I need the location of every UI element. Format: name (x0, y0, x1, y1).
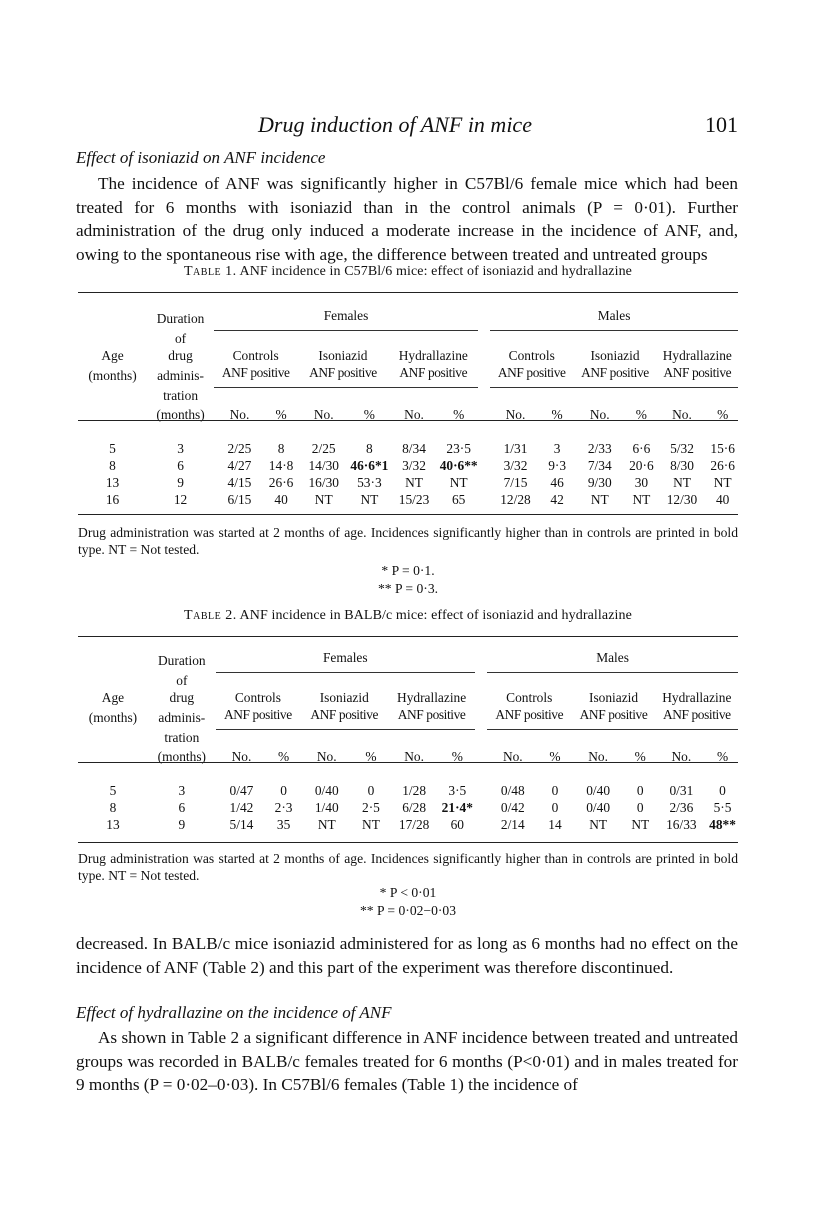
table-cell: 2/33 (587, 440, 612, 456)
anf-positive-header: ANF positive (573, 365, 656, 388)
table-cell: 20·6 (629, 457, 654, 473)
group-header: Controls (508, 348, 555, 363)
spacer-row (78, 768, 738, 782)
duration-cell: 6 (177, 457, 184, 473)
table-row (78, 799, 738, 816)
blank-cell (216, 729, 738, 746)
table2-top-rule (78, 636, 738, 637)
group-header: Hydrallazine (398, 348, 468, 363)
table-cell: 0 (719, 782, 726, 798)
table-cell: 3/32 (402, 457, 426, 473)
section-heading-isoniazid: Effect of isoniazid on ANF incidence (76, 148, 326, 167)
anf-positive-header: ANF positive (300, 707, 388, 730)
blank-cell (216, 673, 738, 690)
table-cell: 6·6 (632, 440, 651, 456)
age-cell: 5 (109, 440, 116, 456)
age-cell: 8 (109, 457, 116, 473)
table-cell: 0 (551, 782, 559, 798)
table-cell: 2/25 (227, 440, 252, 456)
table-cell: NT (631, 816, 650, 832)
no-header: No. (313, 407, 334, 422)
table1-bottom-rule (78, 514, 738, 515)
table2-note: Drug administration was started at 2 months of age. Incidences significantly higher than in controls are printed in bold type. NT = Not tested. (78, 851, 738, 883)
anf-positive-header: ANF positive (214, 365, 297, 388)
table-header-row (78, 707, 738, 730)
blank-cell (78, 331, 147, 348)
group-header: Controls (506, 690, 553, 705)
table-cell: NT (314, 491, 333, 507)
table-cell: 5/32 (670, 440, 694, 456)
no-header: No. (229, 407, 250, 422)
table-cell: NT (713, 474, 732, 490)
table2 (78, 650, 738, 833)
pct-header: % (551, 407, 563, 422)
table1-header-rule (78, 420, 738, 421)
age-cell: 16 (105, 491, 120, 507)
blank-cell (475, 650, 487, 673)
table-row (78, 474, 738, 491)
group-header: Controls (232, 348, 279, 363)
table2-caption-label: Table 2. (184, 608, 237, 623)
males-header: Males (487, 650, 738, 673)
table-header-row (78, 365, 738, 388)
anf-positive-header: ANF positive (657, 365, 738, 388)
table-row (78, 491, 738, 508)
table-cell: 7/15 (503, 474, 528, 490)
paragraph-text: decreased. In BALB/c mice isoniazid administered for as long as 6 months had no effect on the incidence of ANF (Table 2) and this part of the experiment was therefore discontinued. (76, 934, 738, 977)
table-cell: 0/40 (314, 782, 339, 798)
table-cell: NT (360, 491, 379, 507)
pct-header: % (716, 749, 729, 764)
table-header-row (78, 348, 738, 365)
duration-header: of (174, 331, 187, 346)
table-header-row (78, 746, 738, 768)
blank-cell (478, 440, 490, 457)
age-cell: 5 (109, 782, 117, 798)
duration-cell: 3 (178, 782, 186, 798)
table-row (78, 440, 738, 457)
spacer-row (78, 426, 738, 440)
table-cell: 3/32 (503, 457, 528, 473)
females-header: Females (214, 308, 478, 331)
anf-positive-header: ANF positive (297, 365, 388, 388)
table1-caption-label: Table 1. (184, 264, 237, 279)
table2-bottom-rule (78, 842, 738, 843)
table1-caption (0, 264, 816, 280)
blank-cell (78, 650, 148, 673)
table-cell: 1/40 (314, 799, 339, 815)
duration-header: (months) (156, 407, 205, 422)
anf-positive-header: ANF positive (656, 707, 738, 730)
group-header: Controls (234, 690, 281, 705)
pct-header: % (453, 407, 465, 422)
duration-cell: 12 (173, 491, 188, 507)
no-header: No. (671, 749, 692, 764)
duration-cell: 6 (178, 799, 186, 815)
table-cell: 30 (634, 474, 649, 490)
table-header-row (78, 650, 738, 673)
table-cell: 9/30 (587, 474, 612, 490)
group-header: Hydrallazine (662, 348, 732, 363)
table-cell: NT (449, 474, 468, 490)
table1-note: Drug administration was started at 2 months of age. Incidences significantly higher than in controls are printed in bold type. NT = Not tested. (78, 525, 738, 557)
table-cell: 21·4* (441, 799, 473, 815)
blank-cell (78, 426, 738, 440)
table-cell: 60 (450, 816, 464, 832)
group-header: Hydrallazine (397, 690, 467, 705)
blank-cell (78, 729, 148, 746)
running-header (0, 112, 816, 140)
age-cell: 13 (106, 816, 120, 832)
table2-caption (0, 608, 816, 624)
age-units-header: (months) (88, 709, 138, 725)
no-header: No. (672, 407, 692, 422)
table-cell: 16/33 (666, 816, 697, 832)
no-header: No. (588, 749, 608, 764)
table-cell: 0/42 (500, 799, 525, 815)
females-header: Females (216, 650, 475, 673)
table-cell: 0/40 (586, 782, 611, 798)
table-cell: 35 (276, 816, 291, 832)
table-cell: 7/34 (587, 457, 612, 473)
table1-top-rule (78, 292, 738, 293)
table-header-row (78, 404, 738, 426)
age-cell: 8 (109, 799, 117, 815)
blank-cell (78, 768, 738, 782)
table-cell: 2/14 (500, 816, 525, 832)
table-cell: 48** (709, 816, 736, 832)
section-heading-hydrallazine: Effect of hydrallazine on the incidence of ANF (76, 1003, 392, 1022)
pct-header: % (717, 407, 729, 422)
table-cell: 9·3 (548, 457, 567, 473)
paragraph-text: The incidence of ANF was significantly higher in C57Bl/6 female mice which had been treated for 6 months with isoniazid than in the control animals (P = 0·01). Further administration of the drug only induced a moderate increase in the incidence of ANF, and, owing to the spontaneous rise with age, the difference between treated and untreated groups (76, 174, 738, 264)
age-header: Age (101, 690, 125, 705)
table-header-row (78, 673, 738, 690)
table-cell: 5·5 (713, 799, 732, 815)
pct-header: % (634, 749, 646, 764)
table-cell: 15·6 (710, 440, 735, 456)
table-row (78, 816, 738, 833)
duration-cell: 3 (177, 440, 184, 456)
table-cell: 40 (274, 491, 288, 507)
paragraph-hydrallazine (76, 1026, 738, 1097)
duration-header: drug (169, 690, 195, 705)
blank-cell (478, 491, 490, 508)
table-cell: 5/14 (229, 816, 254, 832)
blank-cell (475, 799, 487, 816)
table-cell: NT (317, 816, 336, 832)
table-cell: 6/28 (402, 799, 427, 815)
blank-cell (475, 782, 487, 799)
table-cell: 40 (715, 491, 730, 507)
group-header: Isoniazid (588, 690, 639, 705)
blank-cell (475, 690, 487, 707)
blank-cell (478, 365, 490, 388)
age-cell: 13 (105, 474, 120, 490)
blank-cell (78, 387, 147, 404)
table-cell: 8 (366, 440, 373, 456)
pct-header: % (278, 749, 290, 764)
table-cell: 3 (553, 440, 561, 456)
blank-cell (478, 348, 490, 365)
table-cell: 17/28 (398, 816, 430, 832)
paragraph-continued (76, 932, 738, 979)
table-cell: NT (590, 491, 609, 507)
pct-header: % (549, 749, 561, 764)
duration-header: Duration (156, 311, 205, 327)
table-cell: 12/28 (500, 491, 531, 507)
anf-positive-header: ANF positive (490, 365, 573, 388)
table-cell: 26·6 (710, 457, 735, 473)
anf-positive-header: ANF positive (571, 707, 655, 730)
table-cell: 46·6*1 (350, 457, 389, 473)
group-header: Isoniazid (590, 348, 640, 363)
males-header: Males (490, 308, 738, 331)
table-cell: 42 (550, 491, 564, 507)
paragraph-isoniazid (76, 172, 738, 266)
table-cell: NT (673, 474, 691, 490)
age-header: Age (101, 348, 124, 363)
duration-header: drug (168, 348, 193, 363)
duration-header: adminis- (158, 709, 206, 725)
table-cell: 0 (280, 782, 287, 798)
table-cell: 2/36 (669, 799, 694, 815)
blank-cell (478, 404, 490, 426)
blank-cell (475, 746, 487, 768)
table-cell: 3·5 (448, 782, 467, 798)
table-cell: 0/48 (500, 782, 525, 798)
table-row (78, 782, 738, 799)
table-cell: 1/28 (402, 782, 427, 798)
duration-header: adminis- (157, 367, 204, 383)
table-header-row (78, 387, 738, 404)
table1-caption-text: ANF incidence in C57Bl/6 mice: effect of isoniazid and hydrallazine (239, 264, 632, 279)
table-row (78, 457, 738, 474)
blank-cell (214, 331, 738, 348)
table-cell: 65 (451, 491, 466, 507)
table2-pvalue-2: ** P = 0·02−0·03 (359, 903, 456, 918)
table2-pvalue-1: * P < 0·01 (379, 885, 437, 900)
table-cell: 14 (548, 816, 562, 832)
duration-cell: 9 (178, 816, 186, 832)
anf-positive-header: ANF positive (388, 707, 474, 730)
table-cell: 4/27 (227, 457, 252, 473)
table-header-row (78, 729, 738, 746)
table-cell: NT (405, 474, 423, 490)
table-cell: NT (632, 491, 651, 507)
table-cell: 6/15 (227, 491, 252, 507)
table-header-row (78, 331, 738, 348)
table-cell: NT (362, 816, 380, 832)
blank-cell (475, 816, 487, 833)
group-header: Hydrallazine (662, 690, 732, 705)
table-cell: 23·5 (446, 440, 471, 456)
table-cell: 0 (367, 782, 375, 798)
table2-header-rule (78, 762, 738, 763)
table-cell: 8 (277, 440, 285, 456)
duration-cell: 9 (177, 474, 184, 490)
table-cell: 0/40 (586, 799, 611, 815)
blank-cell (214, 387, 738, 404)
table-cell: 16/30 (308, 474, 339, 490)
table-cell: 0/31 (669, 782, 694, 798)
table-cell: 40·6** (439, 457, 478, 473)
table-cell: 15/23 (398, 491, 430, 507)
table-cell: 46 (550, 474, 564, 490)
blank-cell (478, 457, 490, 474)
no-header: No. (231, 749, 252, 764)
table-cell: 53·3 (357, 474, 382, 490)
table-cell: 8/30 (670, 457, 694, 473)
anf-positive-header: ANF positive (389, 365, 478, 388)
table1-pvalue-2: ** P = 0·3. (377, 581, 439, 596)
paragraph-text: As shown in Table 2 a significant difference in ANF incidence between treated and untreated groups was recorded in BALB/c females treated for 6 months (P<0·01) and in males treated for 9 months (P = 0·02–0·03). In C57Bl/6 females (Table 1) the incidence of (76, 1028, 738, 1094)
table-cell: 2·5 (362, 799, 380, 815)
blank-cell (478, 308, 490, 331)
table-cell: 8/34 (402, 440, 426, 456)
table1-pvalue-1: * P = 0·1. (381, 563, 435, 578)
duration-header: of (176, 673, 188, 688)
table-cell: 2/25 (311, 440, 336, 456)
duration-header: (months) (157, 749, 206, 764)
table-cell: 0 (636, 782, 644, 798)
no-header: No. (316, 749, 337, 764)
table-cell: 0 (551, 799, 559, 815)
table-cell: 12/30 (666, 491, 698, 507)
table-cell: 0/47 (229, 782, 254, 798)
blank-cell (78, 673, 148, 690)
no-header: No. (505, 407, 526, 422)
pct-header: % (275, 407, 287, 422)
blank-cell (78, 746, 148, 768)
duration-header: tration (163, 387, 199, 403)
page-number: 101 (705, 112, 738, 137)
table-cell: 0 (636, 799, 644, 815)
table-header-row (78, 690, 738, 707)
age-units-header: (months) (88, 367, 137, 383)
pct-header: % (451, 749, 463, 764)
anf-positive-header: ANF positive (487, 707, 571, 730)
table-cell: 26·6 (268, 474, 294, 490)
no-header: No. (502, 749, 523, 764)
table-cell: 14/30 (308, 457, 339, 473)
anf-positive-header: ANF positive (216, 707, 300, 730)
pct-header: % (635, 407, 647, 422)
blank-cell (475, 707, 487, 730)
table-cell: 1/42 (229, 799, 254, 815)
group-header: Isoniazid (319, 690, 369, 705)
duration-header: Duration (158, 653, 206, 669)
table-cell: NT (589, 816, 608, 832)
blank-cell (78, 308, 147, 331)
table1 (78, 308, 738, 508)
table-cell: 1/31 (503, 440, 528, 456)
table-cell: 14·8 (268, 457, 294, 473)
pct-header: % (363, 407, 375, 422)
pct-header: % (365, 749, 377, 764)
no-header: No. (404, 749, 424, 764)
table-cell: 2·3 (274, 799, 293, 815)
group-header: Isoniazid (318, 348, 368, 363)
table2-caption-text: ANF incidence in BALB/c mice: effect of isoniazid and hydrallazine (239, 608, 632, 623)
table-cell: 4/15 (227, 474, 252, 490)
table-header-row (78, 308, 738, 331)
blank-cell (478, 474, 490, 491)
blank-cell (78, 404, 147, 426)
running-title: Drug induction of ANF in mice (258, 112, 532, 137)
duration-header: tration (164, 729, 200, 745)
no-header: No. (589, 407, 610, 422)
no-header: No. (404, 407, 424, 422)
